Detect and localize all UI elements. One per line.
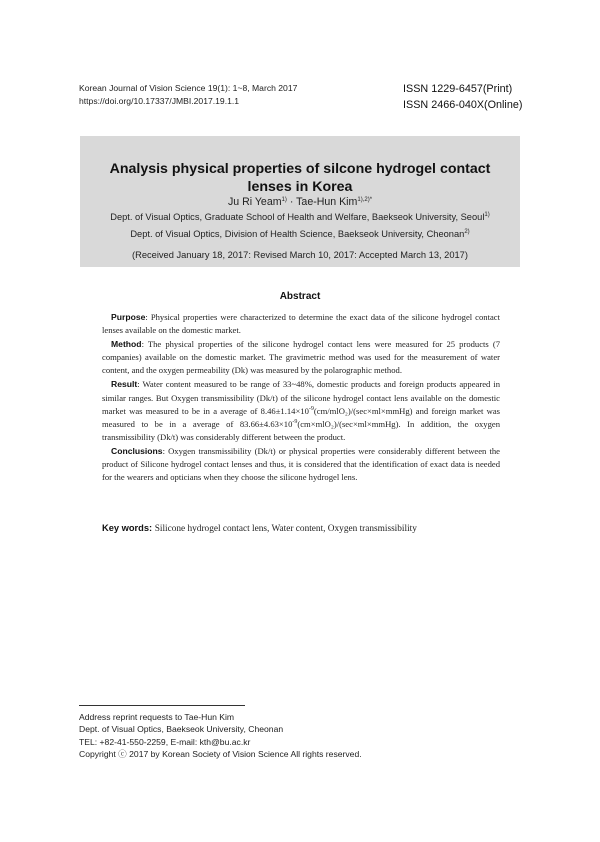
keywords-label: Key words: bbox=[102, 523, 153, 533]
abstract-result bbox=[102, 378, 500, 443]
result-text-1: : Water content measured to be range of 33~48%, domestic products and foreign products appeared in similar ranges. But Oxygen transmissibility (Dk/t) of the silicone hydrogel contact lens available on the domestic market was measured to be in a average of 8.46±1.14×10 bbox=[102, 379, 500, 416]
abstract-conclusions bbox=[102, 445, 500, 484]
method-label: Method bbox=[111, 339, 142, 350]
keywords-text: Silicone hydrogel contact lens, Water content, Oxygen transmissibility bbox=[154, 524, 417, 534]
result-label: Result bbox=[111, 379, 138, 390]
keywords bbox=[102, 523, 417, 534]
journal-citation: Korean Journal of Vision Science 19(1): 1~8, March 2017 bbox=[79, 83, 298, 93]
result-exponent-1: -9 bbox=[308, 405, 314, 412]
affiliation-2-text: Dept. of Visual Optics, Division of Health Science, Baekseok University, Cheonan bbox=[130, 229, 465, 239]
issn-online: ISSN 2466-040X(Online) bbox=[403, 99, 523, 111]
abstract-purpose bbox=[102, 311, 500, 337]
abstract-heading: Abstract bbox=[279, 291, 321, 302]
result-exponent-2: -9 bbox=[292, 418, 298, 425]
journal-info bbox=[79, 82, 297, 108]
author-2-affil-mark: 1),2)* bbox=[357, 197, 373, 203]
conclusions-text: : Oxygen transmissibility (Dk/t) or physical properties were considerably different between the product of Silicone hydrogel contact lenses and thus, it is considered that the identification of exact data is needed for the wearers and opticians when they choose the silicone hydrogel lens. bbox=[102, 445, 500, 483]
received-dates: (Received January 18, 2017: Revised March 10, 2017: Accepted March 13, 2017) bbox=[132, 250, 468, 260]
footnote-contact: TEL: +82-41-550-2259, E-mail: kth@bu.ac.kr bbox=[79, 736, 251, 747]
footnote-dept: Dept. of Visual Optics, Baekseok University, Cheonan bbox=[79, 724, 284, 735]
affiliation-1-mark: 1) bbox=[484, 212, 490, 218]
authors bbox=[80, 196, 520, 208]
abstract-method bbox=[102, 338, 500, 377]
issn-block bbox=[403, 81, 522, 113]
purpose-label: Purpose bbox=[111, 312, 146, 322]
author-1: Ju Ri Yeam bbox=[227, 196, 282, 208]
author-2: Tae-Hun Kim bbox=[296, 196, 358, 208]
footnote-copyright: Copyright ⓒ 2017 by Korean Society of Vision Science All rights reserved. bbox=[79, 749, 362, 760]
footnote-divider bbox=[79, 705, 245, 706]
result-text-2: (cm/mlO₂)/(sec×ml×mmHg) and foreign market was measured to be in a average of 83.66±4.63×10 bbox=[102, 405, 501, 429]
abstract-body bbox=[102, 311, 500, 485]
method-text: : The physical properties of the silicone hydrogel contact lens were measured for 25 products (7 companies) available on the domestic market. The gravimetric method was used for the measurement of water content, and the oxygen permeability (Dk) was measured by the polarographic method. bbox=[102, 339, 500, 376]
doi-link[interactable]: https://doi.org/10.17337/JMBI.2017.19.1.1 bbox=[79, 96, 240, 106]
title-line-2: lenses in Korea bbox=[247, 179, 353, 195]
title-line-1: Analysis physical properties of silcone hydrogel contact bbox=[109, 161, 491, 177]
affiliation-2 bbox=[80, 229, 520, 239]
issn-print: ISSN 1229-6457(Print) bbox=[403, 83, 513, 95]
author-separator: · bbox=[286, 196, 297, 208]
purpose-text: : Physical properties were characterized to determine the exact data of the silicone hydrogel contact lenses available on the domestic market. bbox=[102, 312, 500, 336]
result-text-3: (cm×mlO₂)/(sec×ml×mmHg). In addition, the oxygen transmissibility (Dk/t) was considerably different between the product. bbox=[102, 418, 500, 442]
author-1-affil-mark: 1) bbox=[281, 197, 287, 203]
affiliation-2-mark: 2) bbox=[464, 229, 470, 235]
conclusions-label: Conclusions bbox=[111, 445, 163, 456]
paper-title bbox=[80, 160, 520, 196]
title-box bbox=[80, 136, 520, 267]
affiliation-1-text: Dept. of Visual Optics, Graduate School of Health and Welfare, Baekseok University, Seoul bbox=[110, 212, 485, 222]
affiliation-1 bbox=[80, 212, 520, 222]
footnote-reprint: Address reprint requests to Tae-Hun Kim bbox=[79, 712, 235, 722]
footnote bbox=[79, 711, 362, 761]
